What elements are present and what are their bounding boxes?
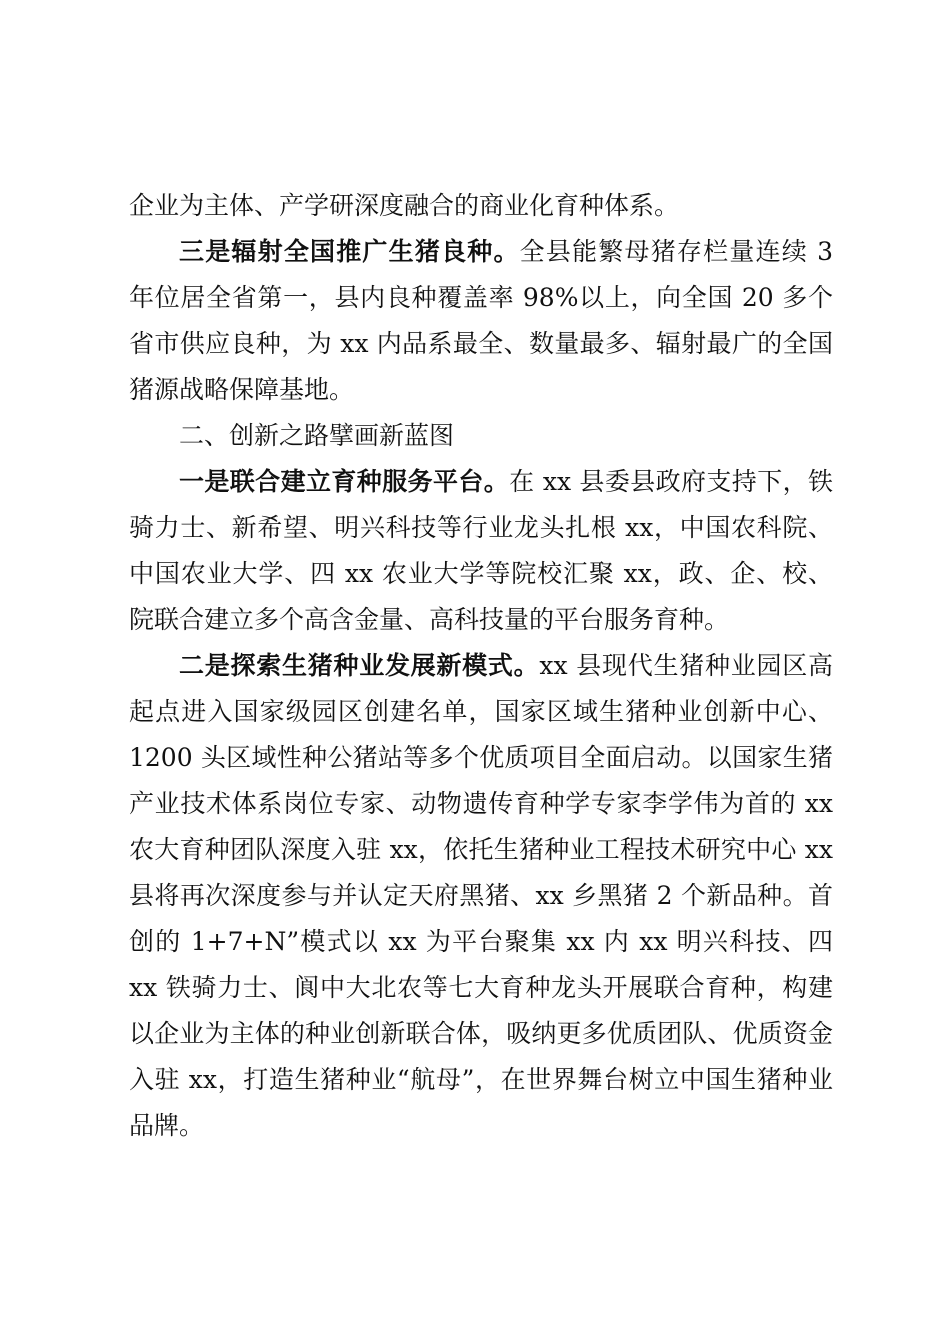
paragraph-text: 企业为主体、产学研深度融合的商业化育种体系。: [129, 191, 680, 220]
document-body: [129, 183, 833, 1149]
paragraph-lead: 二是探索生猪种业发展新模式。: [179, 651, 540, 680]
paragraph-lead: 三是辐射全国推广生猪良种。: [179, 237, 520, 266]
section-heading: [129, 413, 833, 459]
paragraph-text: 全县能繁母猪存栏量连续 3 年位居全省第一，县内良种覆盖率 98%以上，向全国 20 多个省市供应良种，为 xx 内品系最全、数量最多、辐射最广的全国猪源战略保障基地。: [129, 237, 833, 404]
section-heading-text: 二、创新之路擘画新蓝图: [179, 421, 455, 450]
paragraph-continuation: [129, 183, 833, 229]
paragraph-lead: 一是联合建立育种服务平台。: [179, 467, 510, 496]
paragraph-text: 在 xx 县委县政府支持下，铁骑力士、新希望、明兴科技等行业龙头扎根 xx，中国农科院、中国农业大学、四 xx 农业大学等院校汇聚 xx，政、企、校、院联合建立多个高含金量、高科技量的平台服务育种。: [129, 467, 833, 634]
paragraph-text: xx 县现代生猪种业园区高起点进入国家级园区创建名单，国家区域生猪种业创新中心、1200 头区域性种公猪站等多个优质项目全面启动。以国家生猪产业技术体系岗位专家、动物遗传育种学专家李学伟为首的 xx 农大育种团队深度入驻 xx，依托生猪种业工程技术研究中心 xx 县将再次深度参与并认定天府黑猪、xx 乡黑猪 2 个新品种。首创的 1+7+N”模式以 xx 为平台聚集 xx 内 xx 明兴科技、四 xx 铁骑力士、阆中大北农等七大育种龙头开展联合育种，构建以企业为主体的种业创新联合体，吸纳更多优质团队、优质资金入驻 xx，打造生猪种业“航母”，在世界舞台树立中国生猪种业品牌。: [129, 651, 833, 1140]
paragraph-point-two: [129, 643, 833, 1149]
paragraph-point-three: [129, 229, 833, 413]
paragraph-point-one: [129, 459, 833, 643]
